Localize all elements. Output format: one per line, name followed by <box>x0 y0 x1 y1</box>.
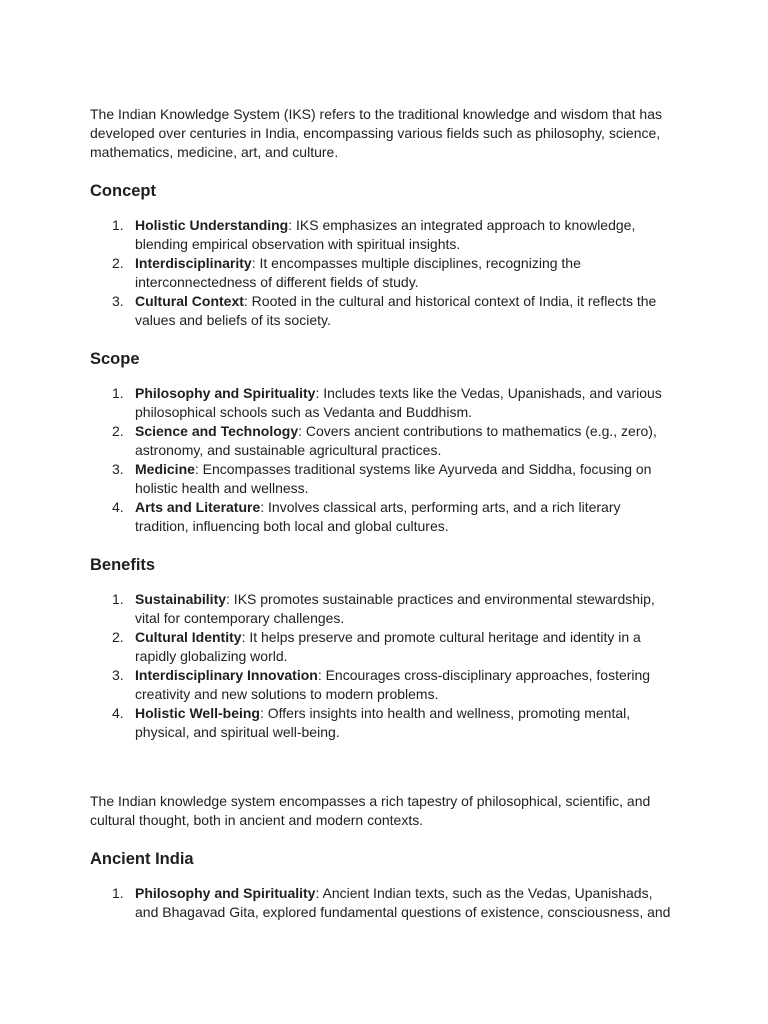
list-text: : Encompasses traditional systems like Ayurveda and Siddha, focusing on holistic health and wellness. <box>135 461 652 496</box>
list-number: 4. <box>112 499 124 515</box>
list-term: Holistic Understanding <box>135 217 289 233</box>
section-heading-concept: Concept <box>90 182 156 200</box>
list-number: 2. <box>112 629 124 645</box>
list-item <box>90 216 678 254</box>
list-term: Philosophy and Spirituality <box>135 885 316 901</box>
list-text: : Covers ancient contributions to mathematics (e.g., zero), astronomy, and sustainable agricultural practices. <box>135 423 657 458</box>
list-number: 1. <box>112 217 124 233</box>
list-item <box>90 628 678 666</box>
list-number: 1. <box>112 885 124 901</box>
list-term: Cultural Context <box>135 293 244 309</box>
list-item <box>90 590 678 628</box>
list-item <box>90 884 678 922</box>
list-text: : Encourages cross-disciplinary approaches, fostering creativity and new solutions to modern problems. <box>135 667 651 702</box>
list-text: : Offers insights into health and wellness, promoting mental, physical, and spiritual well-being. <box>135 705 631 740</box>
list-item <box>90 422 678 460</box>
list-item <box>90 460 678 498</box>
list-item <box>90 704 678 742</box>
list-item <box>90 498 678 536</box>
list-term: Sustainability <box>135 591 227 607</box>
list-item <box>90 666 678 704</box>
concept-list <box>90 216 678 330</box>
list-text: : It encompasses multiple disciplines, recognizing the interconnectedness of different fields of study. <box>135 255 581 290</box>
list-number: 1. <box>112 385 124 401</box>
list-item <box>90 254 678 292</box>
list-text: : IKS promotes sustainable practices and environmental stewardship, vital for contemporary challenges. <box>135 591 655 626</box>
intro-paragraph: The Indian Knowledge System (IKS) refers to the traditional knowledge and wisdom that has developed over centuries in India, encompassing various fields such as philosophy, science, mathematics, medicine, art, and culture. <box>90 106 662 160</box>
scope-list <box>90 384 678 536</box>
list-number: 3. <box>112 293 124 309</box>
list-number: 4. <box>112 705 124 721</box>
list-item <box>90 292 678 330</box>
ancient-list <box>90 884 678 922</box>
list-item <box>90 384 678 422</box>
list-term: Interdisciplinary Innovation <box>135 667 318 683</box>
list-text: : Includes texts like the Vedas, Upanishads, and various philosophical schools such as Vedanta and Buddhism. <box>135 385 662 420</box>
list-text: : IKS emphasizes an integrated approach to knowledge, blending empirical observation with spiritual insights. <box>135 217 636 252</box>
list-number: 1. <box>112 591 124 607</box>
list-text: : Rooted in the cultural and historical context of India, it reflects the values and beliefs of its society. <box>135 293 657 328</box>
second-intro-paragraph: The Indian knowledge system encompasses a rich tapestry of philosophical, scientific, and cultural thought, both in ancient and modern contexts. <box>90 793 651 828</box>
list-number: 2. <box>112 423 124 439</box>
list-term: Science and Technology <box>135 423 299 439</box>
list-term: Cultural Identity <box>135 629 242 645</box>
section-spacer <box>90 742 678 792</box>
list-term: Philosophy and Spirituality <box>135 385 316 401</box>
benefits-list <box>90 590 678 742</box>
list-text: : It helps preserve and promote cultural heritage and identity in a rapidly globalizing world. <box>135 629 641 664</box>
list-number: 2. <box>112 255 124 271</box>
list-number: 3. <box>112 461 124 477</box>
section-heading-scope: Scope <box>90 350 140 368</box>
section-heading-ancient-india: Ancient India <box>90 850 194 868</box>
list-number: 3. <box>112 667 124 683</box>
section-heading-benefits: Benefits <box>90 556 156 574</box>
list-term: Arts and Literature <box>135 499 261 515</box>
list-term: Interdisciplinarity <box>135 255 252 271</box>
list-term: Holistic Well-being <box>135 705 260 721</box>
list-term: Medicine <box>135 461 195 477</box>
list-text: : Involves classical arts, performing arts, and a rich literary tradition, influencing both local and global cultures. <box>135 499 621 534</box>
list-text: : Ancient Indian texts, such as the Vedas, Upanishads, and Bhagavad Gita, explored fundamental questions of existence, consciousness, and <box>135 885 671 920</box>
